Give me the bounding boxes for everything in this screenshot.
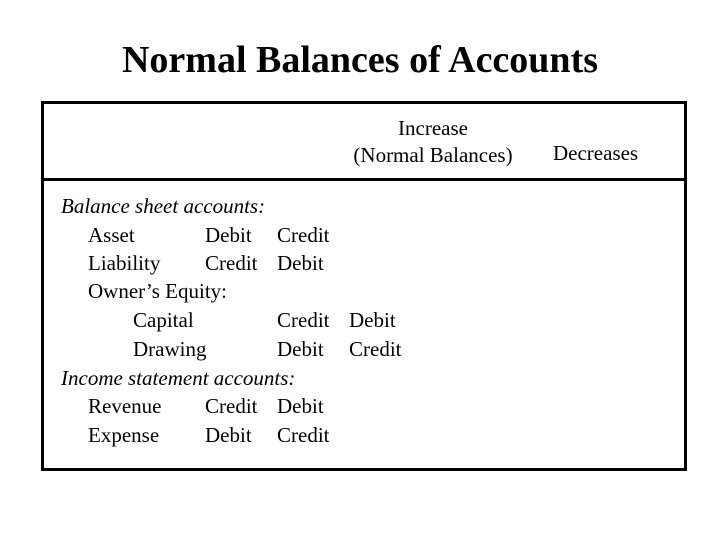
page-title: Normal Balances of Accounts	[121, 39, 599, 81]
account-name: Drawing	[133, 337, 207, 361]
section-balance-sheet	[61, 192, 461, 221]
increase-value: Debit	[205, 423, 252, 447]
account-name: Asset	[88, 223, 135, 247]
decrease-value: Credit	[277, 223, 330, 247]
decrease-value: Credit	[277, 423, 330, 447]
account-name: Expense	[88, 423, 160, 447]
increase-value: Credit	[277, 308, 330, 332]
increase-value: Debit	[277, 337, 324, 361]
increase-column-header	[318, 115, 548, 169]
table-row-drawing	[133, 335, 533, 364]
increase-header-line2: (Normal Balances)	[353, 143, 513, 167]
account-name: Liability	[88, 251, 161, 275]
table-row-asset	[88, 221, 488, 250]
header-divider	[41, 178, 687, 181]
decrease-value: Debit	[277, 251, 324, 275]
section-label: Owner’s Equity:	[88, 279, 228, 303]
increase-header-line1: Increase	[398, 116, 468, 140]
section-owners-equity	[88, 277, 488, 306]
table-row-liability	[88, 249, 488, 278]
section-label: Balance sheet accounts:	[61, 194, 266, 218]
increase-value: Credit	[205, 251, 258, 275]
decrease-value: Credit	[349, 337, 402, 361]
section-label: Income statement accounts:	[61, 366, 296, 390]
table-row-revenue	[88, 392, 488, 421]
account-name: Revenue	[88, 394, 162, 418]
increase-value: Debit	[205, 223, 252, 247]
section-income-statement	[61, 364, 461, 393]
table-row-expense	[88, 421, 488, 450]
increase-value: Credit	[205, 394, 258, 418]
account-name: Capital	[133, 308, 194, 332]
table-row-capital	[133, 306, 533, 335]
decrease-value: Debit	[349, 308, 396, 332]
decreases-column-header: Decreases	[553, 141, 639, 165]
decrease-value: Debit	[277, 394, 324, 418]
